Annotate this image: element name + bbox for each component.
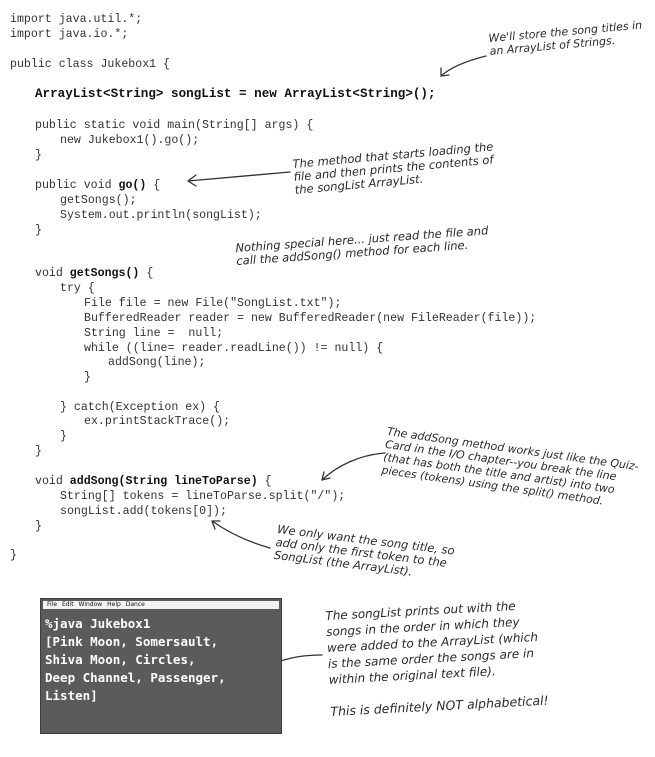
code-line: ex.printStackTrace(); [84,415,231,428]
menu-file[interactable]: File [47,601,58,608]
code-token-bold: go() [118,179,147,192]
code-line: String[] tokens = lineToParse.split("/"); [60,490,346,503]
code-line: import java.io.*; [10,28,129,41]
code-line: } [35,520,42,533]
menu-dance[interactable]: Dance [125,601,145,608]
code-token-bold: getSongs() [69,267,140,280]
menu-edit[interactable]: Edit [61,601,74,608]
code-line-field-declaration: ArrayList<String> songList = new ArrayList<String>(); [35,87,436,101]
code-line: } [35,445,42,458]
code-token: public void [35,179,119,192]
code-line: String line = null; [84,327,224,340]
code-token: { [146,179,161,192]
code-line: BufferedReader reader = new BufferedReader(new FileReader(file)); [84,312,537,325]
code-token: { [139,267,154,280]
code-line: public static void main(String[] args) { [35,119,314,132]
annotation-only-title: We only want the song title, so add only the first token to the SongList (the ArrayList). [273,522,456,579]
code-line: new Jukebox1().go(); [60,134,200,147]
code-line-go-declaration [35,178,160,193]
annotation-not-alphabetical: This is definitely NOT alphabetical! [329,692,549,719]
menu-window[interactable]: Window [78,601,103,608]
code-line: while ((line= reader.readLine()) != null) { [84,342,384,355]
annotation-output-order: The songList prints out with the songs in the order in which they were added to the ArrayList (which is the same order the songs are in within the original text file). [325,599,539,687]
code-line: } [84,371,91,384]
terminal-output: %java Jukebox1 [Pink Moon, Somersault, Shiva Moon, Circles, Deep Channel, Passenger, Listen] [45,616,226,703]
code-line-getsongs-declaration [35,266,153,281]
code-line-addsong-declaration [35,474,272,489]
code-line: System.out.println(songList); [60,209,262,222]
code-line: } [10,549,17,562]
menu-help[interactable]: Help [107,601,121,608]
code-token: void [35,475,70,488]
terminal-window [40,598,282,734]
code-line: try { [60,282,95,295]
annotation-go-method: The method that starts loading the file and then prints the contents of the songList ArrayList. [291,139,494,197]
annotation-add-song: The addSong method works just like the Quiz- Card in the I/O chapter--you break the line (that has both the title and artist) into two pieces (tokens) using the split() method. [380,425,640,508]
code-line: songList.add(tokens[0]); [60,505,227,518]
code-token: { [257,475,272,488]
annotation-nothing-special: Nothing special here... just read the file and call the addSong() method for each line. [234,223,489,268]
annotation-store-titles: We'll store the song titles in an ArrayList of Strings. [488,18,643,58]
code-line: public class Jukebox1 { [10,58,171,71]
code-token-bold: addSong(String lineToParse) [69,475,258,488]
code-line: } [60,430,67,443]
code-line: import java.util.*; [10,13,143,26]
code-line: getSongs(); [60,194,137,207]
code-token: void [35,267,70,280]
code-line: } catch(Exception ex) { [60,401,221,414]
terminal-menu-bar [43,601,279,609]
code-line: File file = new File("SongList.txt"); [84,297,342,310]
code-line: } [35,224,42,237]
code-line: } [35,149,42,162]
code-line: addSong(line); [108,356,206,369]
